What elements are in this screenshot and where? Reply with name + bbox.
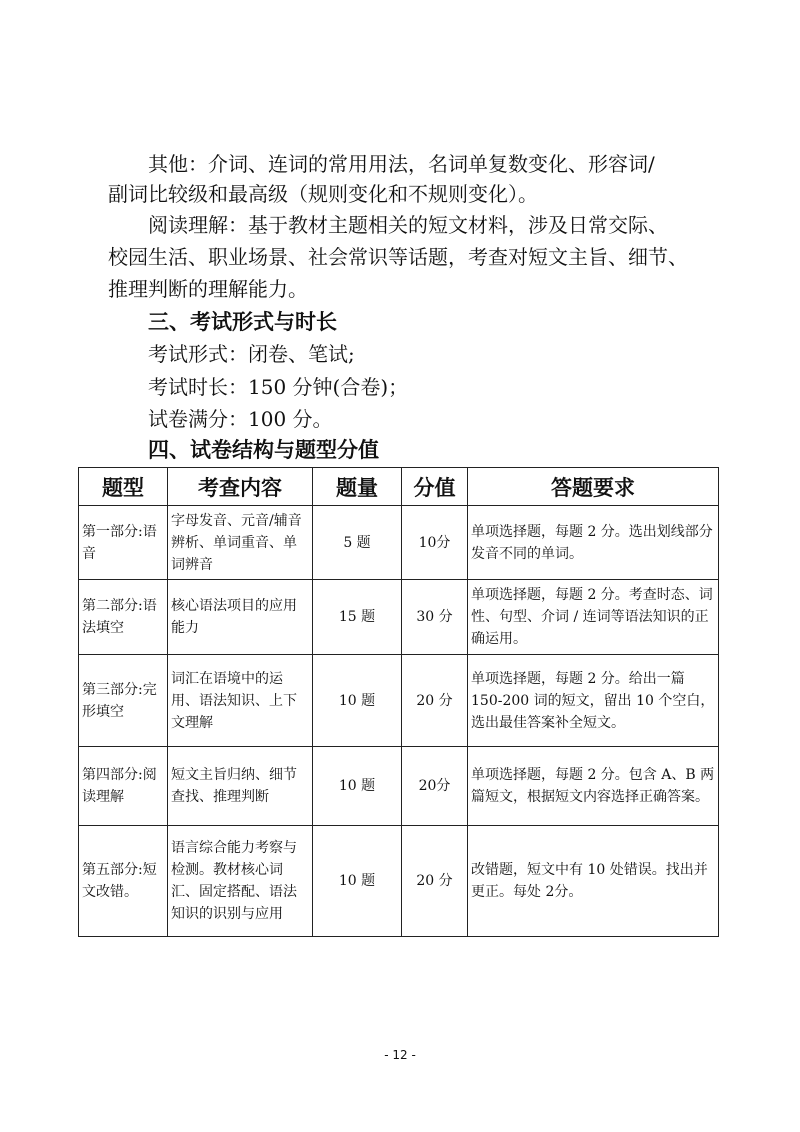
cell-requirement: 单项选择题，每题 2 分。给出一篇 150-200 词的短文，留出 10 个空白，选出最佳答案补全短文。	[468, 655, 719, 747]
cell-count: 10 题	[313, 747, 402, 826]
cell-count: 10 题	[313, 655, 402, 747]
cell-count: 10 题	[313, 826, 402, 937]
exam-duration: 考试时长：150 分钟(合卷)；	[148, 375, 409, 399]
paragraph-reading-line2: 校园生活、职业场景、社会常识等话题，考查对短文主旨、细节、	[108, 245, 688, 269]
paragraph-reading-line3: 推理判断的理解能力。	[108, 277, 308, 301]
cell-content: 字母发音、元音/辅音辨析、单词重音、单词辨音	[168, 506, 313, 580]
cell-points: 30 分	[402, 580, 468, 655]
exam-full-score: 试卷满分：100 分。	[148, 407, 333, 431]
table-row	[79, 506, 719, 580]
table-row	[79, 826, 719, 937]
cell-points: 10分	[402, 506, 468, 580]
page-number: - 12 -	[384, 1048, 416, 1062]
header-requirement: 答题要求	[468, 468, 719, 506]
header-count: 题量	[313, 468, 402, 506]
paragraph-reading-line1: 阅读理解：基于教材主题相关的短文材料，涉及日常交际、	[148, 213, 668, 237]
cell-points: 20 分	[402, 655, 468, 747]
header-type: 题型	[79, 468, 168, 506]
table-row	[79, 580, 719, 655]
table-row	[79, 655, 719, 747]
table-row	[79, 747, 719, 826]
table-header-row	[79, 468, 719, 506]
header-points: 分值	[402, 468, 468, 506]
section3-heading: 三、考试形式与时长	[148, 310, 337, 334]
cell-type: 第二部分:语法填空	[79, 580, 168, 655]
section4-heading: 四、试卷结构与题型分值	[148, 438, 379, 462]
header-content: 考查内容	[168, 468, 313, 506]
cell-points: 20 分	[402, 826, 468, 937]
cell-requirement: 单项选择题，每题 2 分。考查时态、词性、句型、介词 / 连词等语法知识的正确运用。	[468, 580, 719, 655]
cell-content: 短文主旨归纳、细节查找、推理判断	[168, 747, 313, 826]
cell-content: 语言综合能力考察与检测。教材核心词汇、固定搭配、语法知识的识别与应用	[168, 826, 313, 937]
cell-count: 15 题	[313, 580, 402, 655]
paragraph-other-line1: 其他：介词、连词的常用用法，名词单复数变化、形容词/	[148, 152, 655, 176]
cell-type: 第三部分:完形填空	[79, 655, 168, 747]
cell-type: 第一部分:语音	[79, 506, 168, 580]
cell-content: 词汇在语境中的运用、语法知识、上下文理解	[168, 655, 313, 747]
cell-count: 5 题	[313, 506, 402, 580]
exam-form: 考试形式：闭卷、笔试;	[148, 342, 355, 366]
cell-type: 第四部分:阅读理解	[79, 747, 168, 826]
cell-requirement: 单项选择题，每题 2 分。包含 A、B 两篇短文，根据短文内容选择正确答案。	[468, 747, 719, 826]
exam-structure-table	[78, 467, 719, 937]
paragraph-other-line2: 副词比较级和最高级（规则变化和不规则变化）。	[108, 182, 538, 206]
cell-points: 20分	[402, 747, 468, 826]
cell-requirement: 改错题，短文中有 10 处错误。找出并更正。每处 2分。	[468, 826, 719, 937]
cell-type: 第五部分:短文改错。	[79, 826, 168, 937]
cell-content: 核心语法项目的应用能力	[168, 580, 313, 655]
cell-requirement: 单项选择题，每题 2 分。选出划线部分发音不同的单词。	[468, 506, 719, 580]
